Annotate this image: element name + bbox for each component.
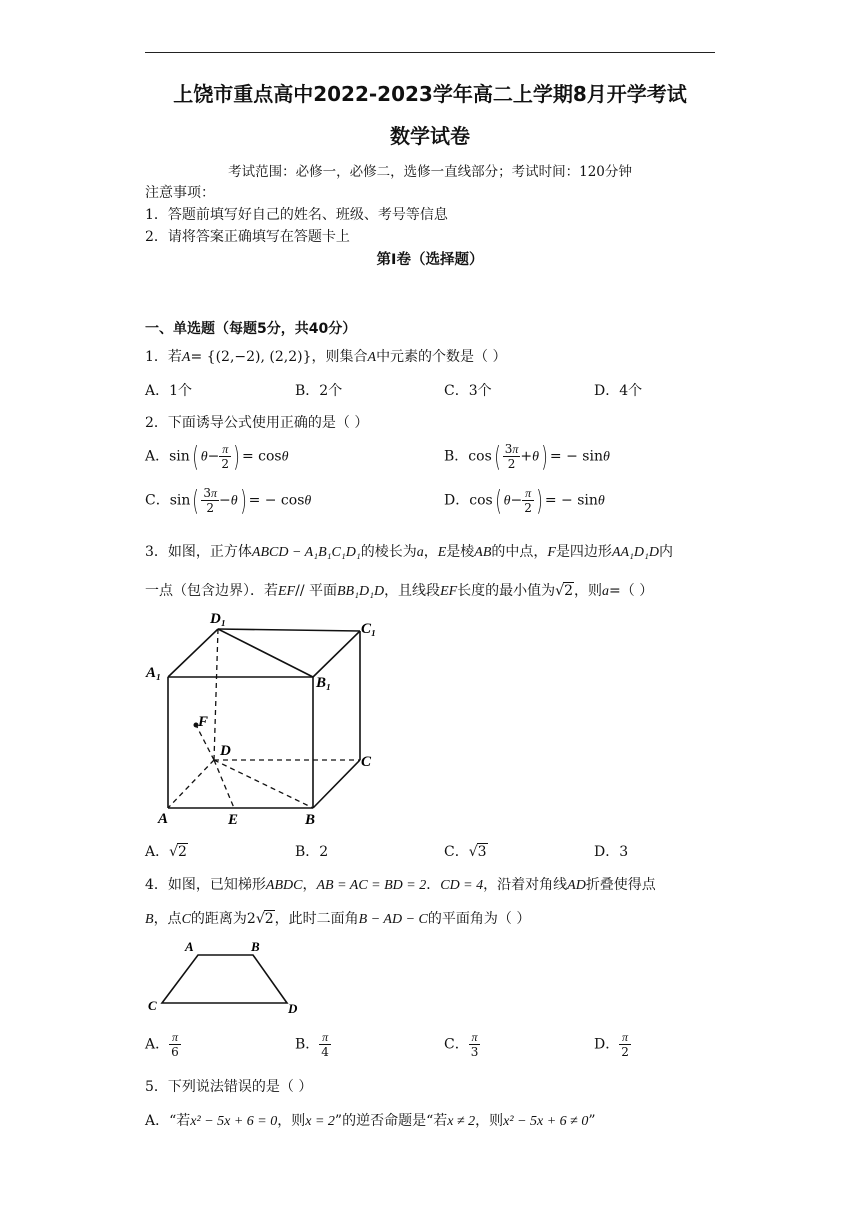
q4-option-c: C． $\frac{\pi}{3}$ <box>444 1030 479 1059</box>
question-3-line-2: 一点（包含边界）．若EF// 平面BB₁D₁D，且线段EF长度的最小值为√2，则a=（ ） <box>145 583 654 599</box>
label-b1: B₁ <box>316 675 332 691</box>
q4-option-a: A． $\frac{\pi}{6}$ <box>145 1030 179 1059</box>
q3-option-c: C．√3 <box>444 844 487 860</box>
question-3-line-1: 3．如图，正方体ABCD − A₁B₁C₁D₁的棱长为a，E是棱AB的中点，F是四边形AA₁D₁D内 <box>145 544 673 560</box>
q2-option-a: A．sin( θ− $\frac{\pi}{2}$ ) = cosθ <box>145 440 289 473</box>
notes-title: 注意事项： <box>145 185 215 201</box>
question-4-line-1: 4．如图，已知梯形ABDC，AB = AC = BD = 2．CD = 4，沿着对角线AD折叠使得点 <box>145 877 656 893</box>
q4-option-d: D． $\frac{\pi}{2}$ <box>594 1030 629 1059</box>
q1-option-a: A．1个 <box>145 383 193 399</box>
q1-option-b: B．2个 <box>295 383 343 399</box>
label-a: A <box>158 811 169 827</box>
section-title: 一、单选题（每题5分，共40分） <box>145 321 357 337</box>
trap-label-c: C <box>148 998 157 1013</box>
q1-option-d: D．4个 <box>594 383 643 399</box>
label-c1: C₁ <box>361 621 377 637</box>
note-2: 2．请将答案正确填写在答题卡上 <box>145 229 350 245</box>
label-e: E <box>228 812 239 828</box>
label-f: F <box>198 714 209 730</box>
question-5: 5．下列说法错误的是（ ） <box>145 1079 313 1095</box>
q1-option-c: C．3个 <box>444 383 492 399</box>
trap-label-a: A <box>185 939 194 954</box>
question-2: 2．下面诱导公式使用正确的是（ ） <box>145 415 369 431</box>
cube-figure <box>140 605 400 830</box>
top-rule <box>145 52 715 53</box>
label-d: D <box>220 743 231 759</box>
trap-label-d: D <box>288 1001 298 1016</box>
part-title: 第I卷（选择题） <box>376 252 484 268</box>
q5-option-a: A．“若x² − 5x + 6 = 0，则x = 2”的逆否命题是“若x ≠ 2，则x² − 5x + 6 ≠ 0” <box>145 1113 596 1129</box>
trapezoid-figure <box>140 935 310 1020</box>
question-1: 1．若A= {(2,−2), (2,2)}，则集合A中元素的个数是（ ） <box>145 349 507 365</box>
q3-option-b: B．2 <box>295 844 329 860</box>
q3-option-d: D．3 <box>594 844 629 860</box>
label-a1: A₁ <box>146 665 162 681</box>
label-c: C <box>361 754 372 770</box>
note-1: 1．答题前填写好自己的姓名、班级、考号等信息 <box>145 207 448 223</box>
q2-option-c: C．sin( $\frac{3\pi}{2}$ −θ) = − cosθ <box>145 484 312 517</box>
trap-label-b: B <box>251 939 260 954</box>
question-4-line-2: B，点C的距离为2√2，此时二面角B − AD − C的平面角为（ ） <box>145 911 531 927</box>
label-d1: D₁ <box>210 611 227 627</box>
q2-option-b: B．cos( $\frac{3\pi}{2}$ +θ) = − sinθ <box>444 440 610 473</box>
q2-option-d: D．cos( θ− $\frac{\pi}{2}$ ) = − sinθ <box>444 484 605 517</box>
q4-option-b: B． $\frac{\pi}{4}$ <box>295 1030 329 1059</box>
exam-info: 考试范围：必修一，必修二，选修一直线部分；考试时间：120分钟 <box>228 164 632 180</box>
exam-title: 上饶市重点高中2022-2023学年高二上学期8月开学考试 <box>173 82 687 106</box>
exam-subtitle: 数学试卷 <box>390 124 470 148</box>
label-b: B <box>305 812 316 828</box>
q3-option-a: A．√2 <box>145 844 187 860</box>
